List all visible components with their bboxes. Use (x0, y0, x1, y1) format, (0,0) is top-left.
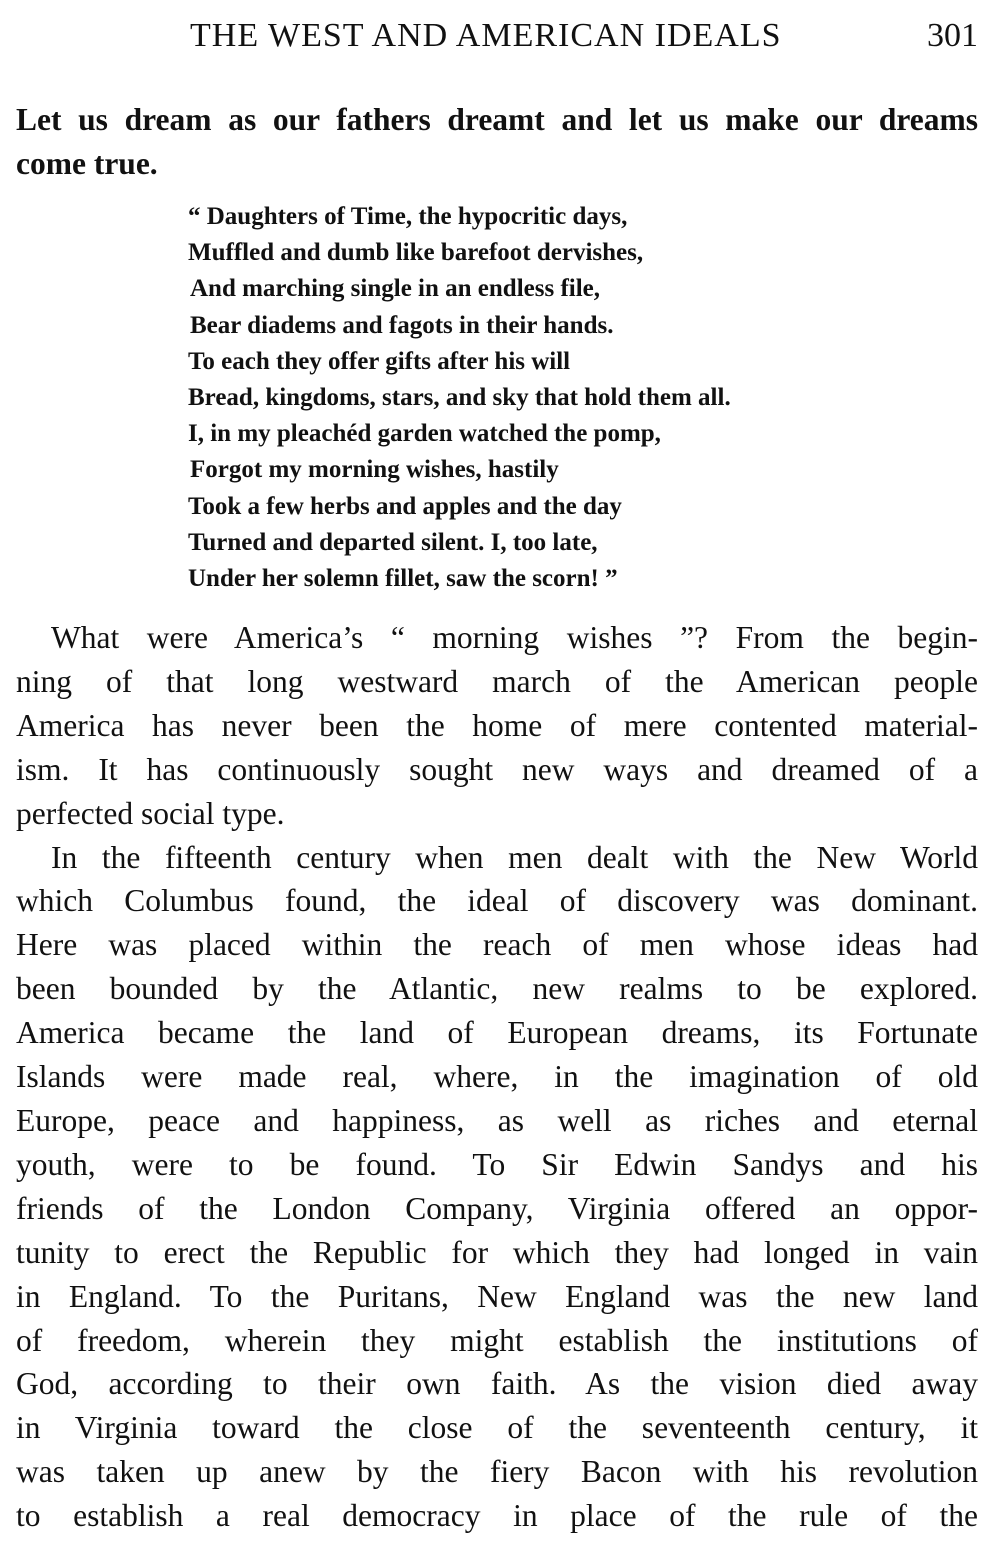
text-line: America became the land of European dreams, its Fortunate (16, 1015, 978, 1051)
text-line: of freedom, wherein they might establish the institutions of (16, 1322, 978, 1358)
text-line: Here was placed within the reach of men whose ideas had (16, 927, 978, 963)
paragraph-fifteenth-century (16, 836, 978, 1539)
text-line: Islands were made real, where, in the imagination of old (16, 1059, 978, 1095)
opening-line: come true. (16, 146, 158, 181)
text-line: ning of that long westward march of the American people (16, 663, 978, 699)
poem-line: Muffled and dumb like barefoot dervishes, (188, 239, 644, 267)
text-line: Europe, peace and happiness, as well as riches and eternal (16, 1102, 978, 1138)
page-header (16, 14, 978, 58)
running-title: THE WEST AND AMERICAN IDEALS (190, 17, 782, 54)
opening-paragraph (16, 98, 978, 186)
text-line: In the fifteenth century when men dealt with the New World (51, 839, 978, 875)
text-line: to establish a real democracy in place of the rule of the (16, 1498, 978, 1534)
text-line: was taken up anew by the fiery Bacon with his revolution (16, 1454, 978, 1490)
poem-line: Forgot my morning wishes, hastily (190, 456, 559, 484)
text-line: tunity to erect the Republic for which they had longed in vain (16, 1234, 978, 1270)
text-line: America has never been the home of mere contented material- (16, 707, 978, 743)
poem-line: I, in my pleachéd garden watched the pomp, (188, 420, 661, 448)
text-line: in England. To the Puritans, New England was the new land (16, 1278, 978, 1314)
text-line: which Columbus found, the ideal of discovery was dominant. (16, 883, 978, 919)
poem-line: Took a few herbs and apples and the day (188, 492, 622, 520)
text-line: God, according to their own faith. As the vision died away (16, 1366, 978, 1402)
opening-line: Let us dream as our fathers dreamt and let us make our dreams (16, 102, 978, 137)
poem-line: Under her solemn fillet, saw the scorn! ” (188, 565, 618, 593)
poem-line: To each they offer gifts after his will (188, 347, 571, 375)
poem-line: And marching single in an endless file, (190, 275, 601, 303)
page-number: 301 (927, 17, 978, 54)
text-line: ism. It has continuously sought new ways and dreamed of a (16, 751, 978, 787)
poem-line: Bear diadems and fagots in their hands. (190, 311, 614, 339)
text-line: in Virginia toward the close of the seventeenth century, it (16, 1410, 978, 1446)
text-line: friends of the London Company, Virginia offered an oppor- (16, 1190, 978, 1226)
text-line: youth, were to be found. To Sir Edwin Sandys and his (16, 1146, 978, 1182)
poem-quotation (188, 199, 888, 597)
poem-line: “ Daughters of Time, the hypocritic days, (188, 203, 628, 230)
text-line: been bounded by the Atlantic, new realms to be explored. (16, 971, 978, 1007)
body-text (16, 616, 978, 1538)
paragraph-morning-wishes (16, 616, 978, 836)
poem-line: Bread, kingdoms, stars, and sky that hold them all. (188, 384, 731, 412)
text-line: perfected social type. (16, 795, 285, 831)
poem-line: Turned and departed silent. I, too late, (188, 528, 598, 556)
text-line: What were America’s “ morning wishes ”? From the begin- (51, 620, 978, 655)
